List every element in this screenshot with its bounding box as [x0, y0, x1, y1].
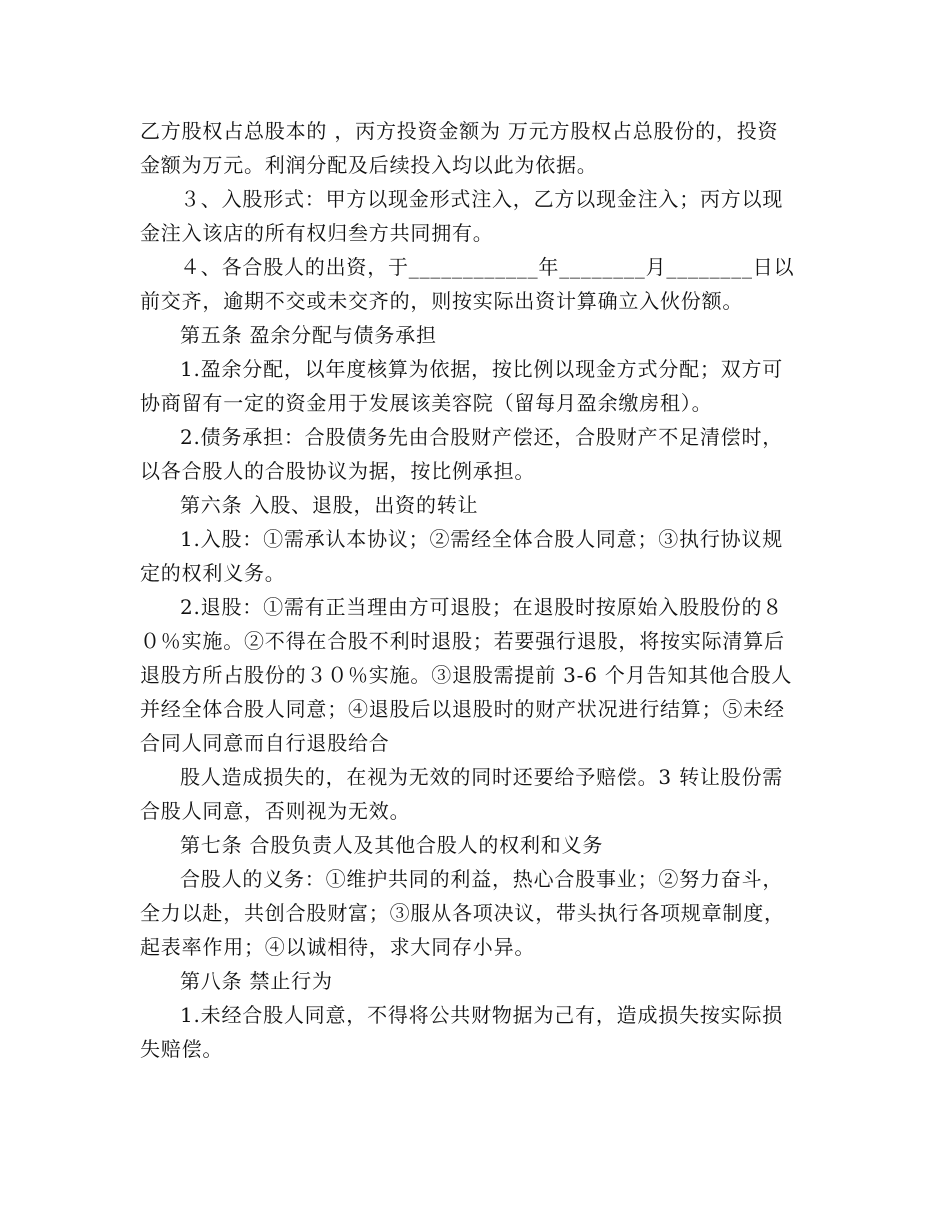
- text-line: 第五条 盈余分配与债务承担: [180, 323, 437, 347]
- text-line: 2.退股：①需有正当理由方可退股；在退股时按原始入股股份的８: [180, 595, 784, 619]
- text-line: 2.债务承担：合股债务先由合股财产偿还，合股财产不足清偿时，: [180, 425, 784, 449]
- text-line: 1.盈余分配，以年度核算为依据，按比例以现金方式分配；双方可: [180, 357, 784, 381]
- document-body: [140, 114, 812, 1066]
- text-line: 第六条 入股、退股，出资的转让: [180, 493, 479, 517]
- text-line: ０％实施。②不得在合股不利时退股；若要强行退股，将按实际清算后: [140, 629, 785, 653]
- text-line: 乙方股权占总股本的 ，丙方投资金额为 万元方股权占总股份的，投资: [140, 119, 779, 143]
- text-line: 合股人同意，否则视为无效。: [140, 799, 411, 823]
- text-line: 金注入该店的所有权归叁方共同拥有。: [140, 221, 494, 245]
- text-line: 起表率作用；④以诚相待，求大同存小异。: [140, 935, 536, 959]
- text-line: 定的权利义务。: [140, 561, 286, 585]
- text-line: 以各合股人的合股协议为据，按比例承担。: [140, 459, 536, 483]
- text-line: 全力以赴，共创合股财富；③服从各项决议，带头执行各项规章制度，: [140, 901, 785, 925]
- text-line: 第八条 禁止行为: [180, 969, 333, 993]
- text-line: 失赔偿。: [140, 1037, 224, 1061]
- text-line: 1.未经合股人同意，不得将公共财物据为己有，造成损失按实际损: [180, 1003, 784, 1027]
- text-line: 1.入股：①需承认本协议；②需经全体合股人同意；③执行协议规: [180, 527, 784, 551]
- text-line: 股人造成损失的，在视为无效的同时还要给予赔偿。3 转让股份需: [180, 765, 784, 789]
- text-line: 并经全体合股人同意；④退股后以退股时的财产状况进行结算；⑤未经: [140, 697, 785, 721]
- text-line: 金额为万元。利润分配及后续投入均以此为依据。: [140, 153, 598, 177]
- text-line: 合同人同意而自行退股给合: [140, 731, 390, 755]
- text-line: 第七条 合股负责人及其他合股人的权利和义务: [180, 833, 604, 857]
- text-line: 退股方所占股份的３０％实施。③退股需提前 3-6 个月告知其他合股人: [140, 663, 793, 687]
- text-line: 协商留有一定的资金用于发展该美容院（留每月盈余缴房租）。: [140, 391, 713, 415]
- text-line: 合股人的义务：①维护共同的利益，热心合股事业；②努力奋斗，: [180, 867, 784, 891]
- text-line: 前交齐，逾期不交或未交齐的，则按实际出资计算确立入伙份额。: [140, 289, 744, 313]
- text-line: ４、各合股人的出资，于____________年________月________日以: [180, 255, 795, 279]
- text-line: ３、入股形式：甲方以现金形式注入，乙方以现金注入；丙方以现: [180, 187, 784, 211]
